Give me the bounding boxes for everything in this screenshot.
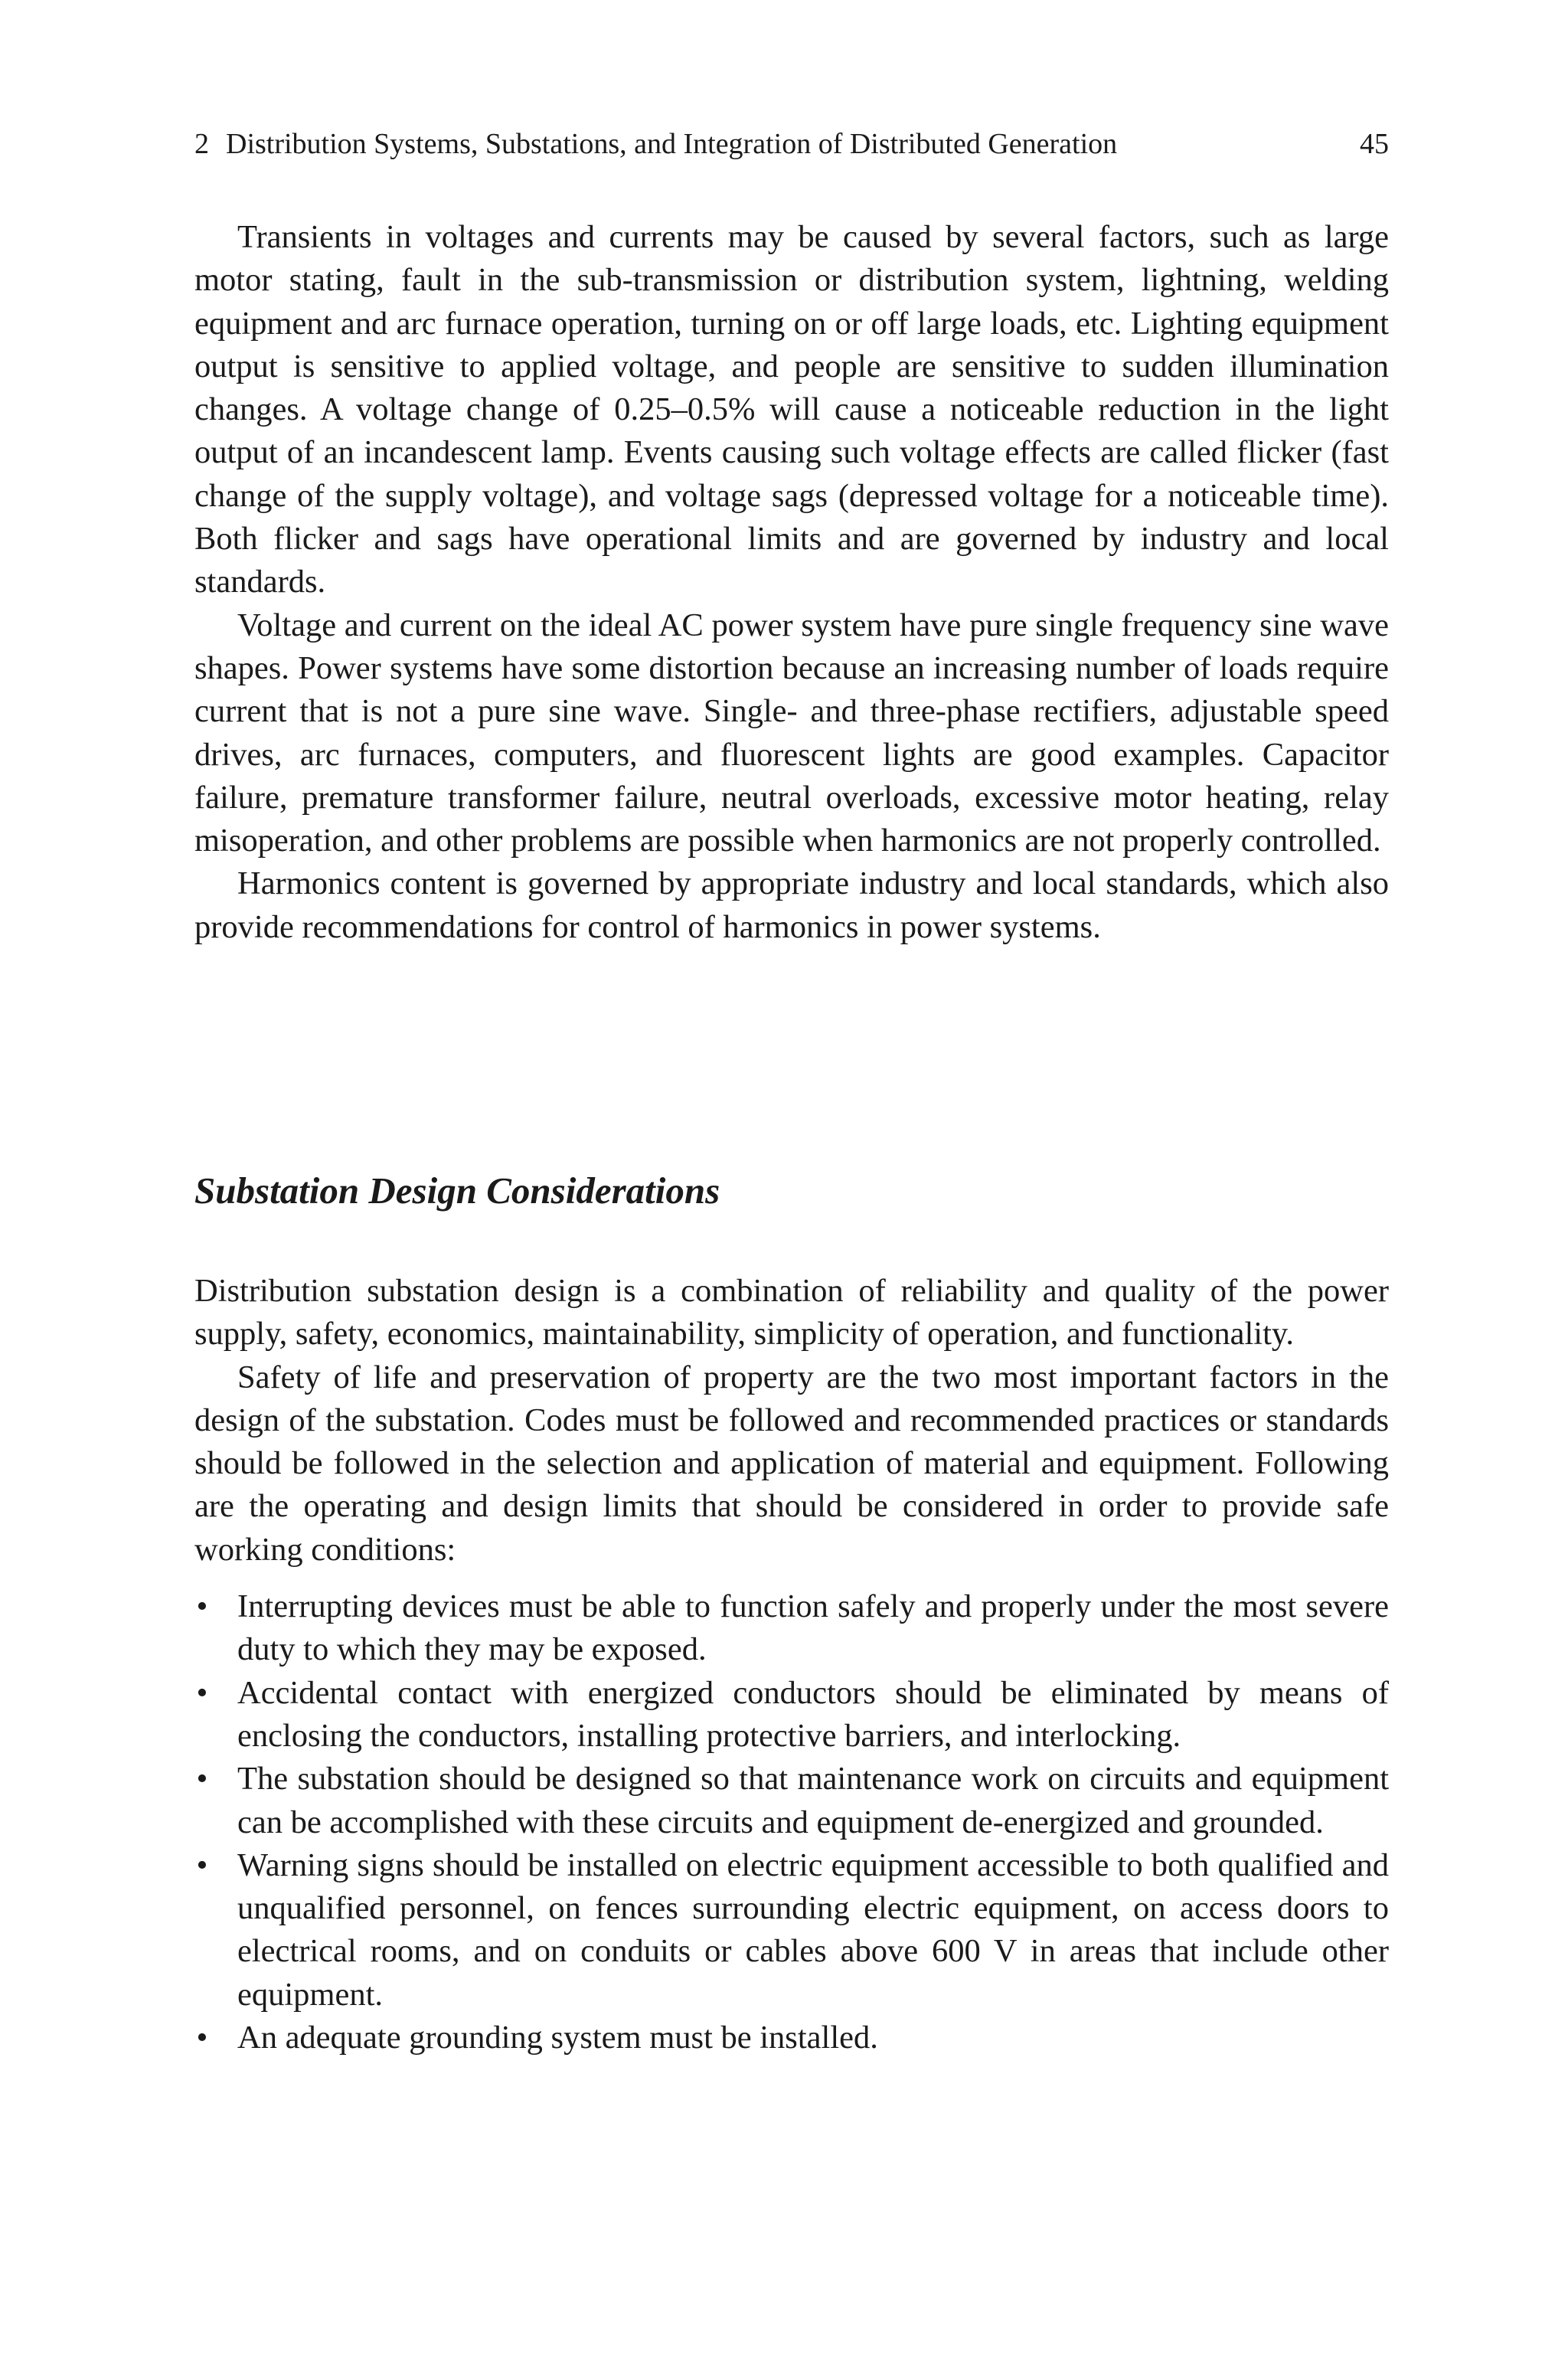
bullet-icon: • [196,1588,208,1625]
list-item [194,1844,1389,2017]
list-item [194,1585,1389,1672]
section-body [194,1270,1389,2059]
bullet-icon: • [196,1846,208,1883]
paragraph-safety: Safety of life and preservation of property are the two most important factors in the design of the substation. Codes must be followed and recommended practices or standards should be followed in the selection and application of material and equipment. Following are the operating and design limits that should be considered in order to provide safe working conditions: [194,1359,1389,1568]
paragraph-harmonic-standards: Harmonics content is governed by appropriate industry and local standards, which also provide recommendations for control of harmonics in power systems. [194,865,1389,945]
chapter-title: Distribution Systems, Substations, and Integration of Distributed Generation [226,128,1118,160]
paragraph-design-intro: Distribution substation design is a combination of reliability and quality of the power supply, safety, economics, maintainability, simplicity of operation, and functionality. [194,1273,1389,1353]
list-item-text: Warning signs should be installed on electric equipment accessible to both qualified and unqualified personnel, on fences surrounding electric equipment, on access doors to electrical rooms, and on conduits or cables above 600 V in areas that include other equipment. [237,1846,1389,2013]
paragraph-transients: Transients in voltages and currents may be caused by several factors, such as large motor stating, fault in the sub-transmission or distribution system, lightning, welding equipment and arc furnace operation, turning on or off large loads, etc. Lighting equipment output is sensitive to applied voltage, and people are sensitive to sudden illumination changes. A voltage change of 0.25–0.5% will cause a noticeable reduction in the light output of an incandescent lamp. Events causing such voltage effects are called flicker (fast change of the supply voltage), and voltage sags (depressed voltage for a noticeable time). Both flicker and sags have operational limits and are governed by industry and local standards. [194,219,1389,600]
list-item-text: An adequate grounding system must be installed. [237,2020,878,2056]
list-item [194,1758,1389,1844]
list-item-text: Interrupting devices must be able to function safely and properly under the most severe duty to which they may be exposed. [237,1588,1389,1668]
list-item-text: The substation should be designed so that maintenance work on circuits and equipment can be accomplished with these circuits and equipment de-energized and grounded. [237,1761,1389,1840]
bullet-icon: • [196,1761,208,1797]
safety-limits-list [194,1585,1389,2059]
body-text-top [194,216,1389,949]
chapter-number: 2 [194,128,209,160]
paragraph-harmonic-distortion: Voltage and current on the ideal AC power system have pure single frequency sine wave shapes. Power systems have some distortion because an increasing number of loads require current that is not a pure sine wave. Single- and three-phase rectifiers, adjustable speed drives, arc furnaces, computers, and fluorescent lights are good examples. Capacitor failure, premature transformer failure, neutral overloads, excessive motor heating, relay misoperation, and other problems are possible when harmonics are not properly controlled. [194,607,1389,859]
bullet-icon: • [196,1674,208,1711]
list-item-text: Accidental contact with energized conductors should be eliminated by means of enclosing the conductors, installing protective barriers, and interlocking. [237,1674,1389,1754]
running-header [194,121,1389,167]
running-header-title [194,121,1117,167]
list-item [194,1672,1389,1758]
page-number: 45 [1360,128,1389,160]
section-heading: Substation Design Considerations [194,1169,720,1212]
list-item [194,2017,1389,2059]
bullet-icon: • [196,2020,208,2056]
